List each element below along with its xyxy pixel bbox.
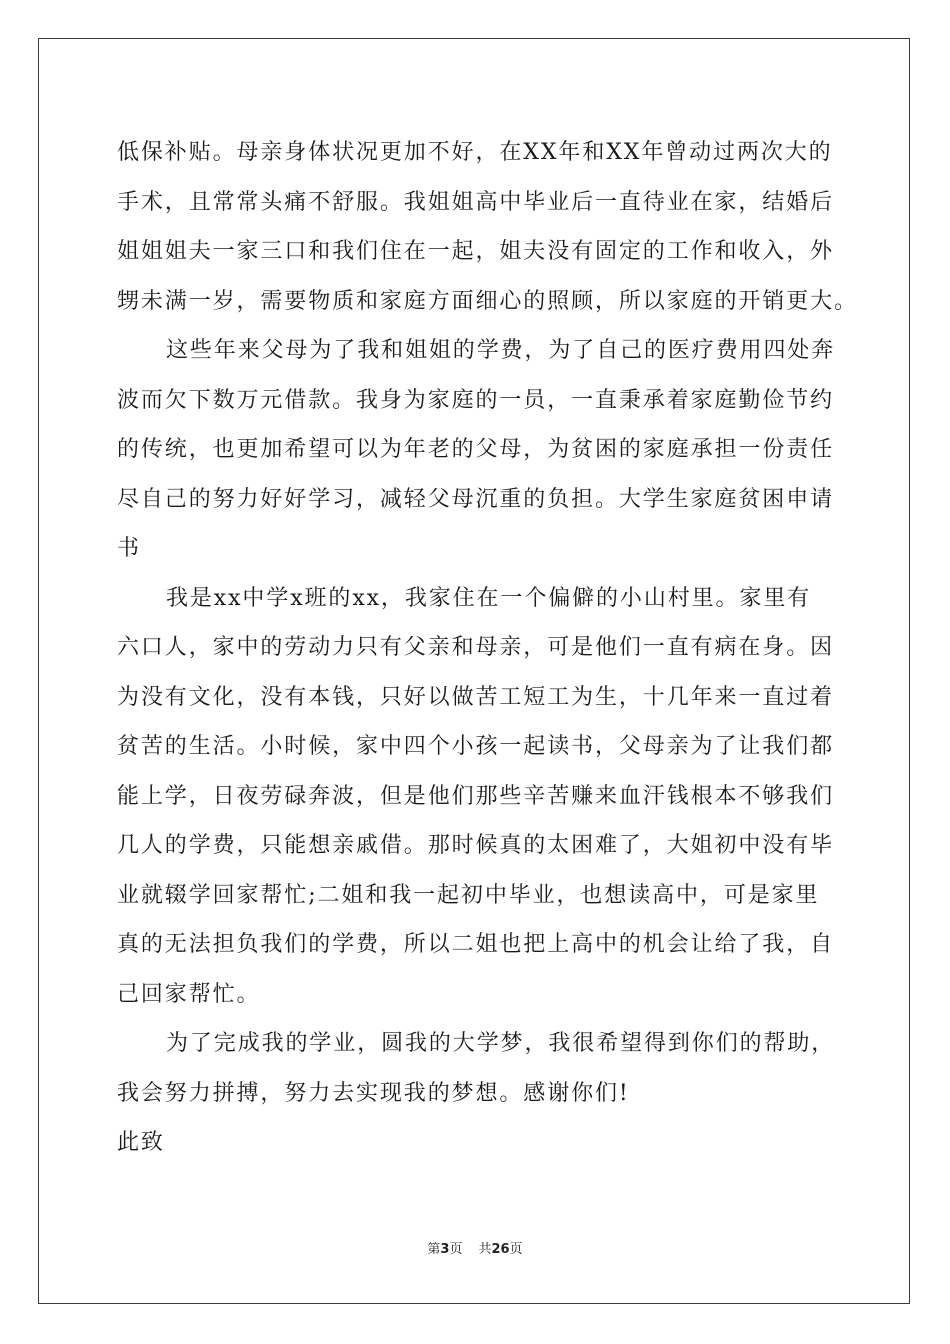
page-footer xyxy=(0,1238,950,1257)
page-prefix: 第 xyxy=(427,1242,441,1257)
text-line-3: 姐姐姐夫一家三口和我们住在一起，姐夫没有固定的工作和收入，外 xyxy=(117,239,835,264)
text-line-8: 尽自己的努力好好学习，减轻父母沉重的负担。大学生家庭贫困申请 xyxy=(117,486,835,512)
text-line-17: 真的无法担负我们的学费，所以二姐也把上高中的机会让给了我，自 xyxy=(117,932,835,957)
text-line-7: 的传统，也更加希望可以为年老的父母，为贫困的家庭承担一份责任 xyxy=(117,437,835,462)
total-page-count: 26 xyxy=(491,1242,510,1257)
text-line-5: 这些年来父母为了我和姐姐的学费，为了自己的医疗费用四处奔 xyxy=(166,338,836,363)
text-line-11: 六口人，家中的劳动力只有父亲和母亲，可是他们一直有病在身。因 xyxy=(117,635,835,660)
text-line-16: 业就辍学回家帮忙;二姐和我一起初中毕业，也想读高中，可是家里 xyxy=(117,882,820,908)
text-line-4: 甥未满一岁，需要物质和家庭方面细心的照顾，所以家庭的开销更大。 xyxy=(117,288,858,314)
text-line-19: 为了完成我的学业，圆我的大学梦，我很希望得到你们的帮助， xyxy=(166,1031,836,1056)
text-line-14: 能上学，日夜劳碌奔波，但是他们那些辛苦赚来血汗钱根本不够我们 xyxy=(117,783,835,809)
text-line-15: 几人的学费，只能想亲戚借。那时候真的太困难了，大姐初中没有毕 xyxy=(117,833,835,858)
text-line-1: 低保补贴。母亲身体状况更加不好，在XX年和XX年曾动过两次大的 xyxy=(117,140,833,165)
text-line-9: 书 xyxy=(117,536,141,561)
text-line-18: 己回家帮忙。 xyxy=(117,981,261,1007)
document-body xyxy=(117,128,858,1168)
total-prefix: 共 xyxy=(478,1242,492,1257)
text-line-13: 贫苦的生活。小时候，家中四个小孩一起读书，父母亲为了让我们都 xyxy=(117,734,835,759)
total-suffix: 页 xyxy=(509,1242,523,1257)
text-line-10: 我是xx中学x班的xx，我家住在一个偏僻的小山村里。家里有 xyxy=(166,585,812,611)
text-line-21: 此致 xyxy=(117,1130,165,1155)
text-line-6: 波而欠下数万元借款。我身为家庭的一员，一直秉承着家庭勤俭节约 xyxy=(117,387,835,413)
text-line-2: 手术，且常常头痛不舒服。我姐姐高中毕业后一直待业在家，结婚后 xyxy=(117,189,835,215)
text-line-12: 为没有文化，没有本钱，只好以做苦工短工为生，十几年来一直过着 xyxy=(117,684,835,710)
text-line-20: 我会努力拼搏，努力去实现我的梦想。感谢你们! xyxy=(117,1080,630,1106)
current-page-number: 3 xyxy=(440,1242,450,1257)
page-suffix: 页 xyxy=(449,1242,463,1257)
